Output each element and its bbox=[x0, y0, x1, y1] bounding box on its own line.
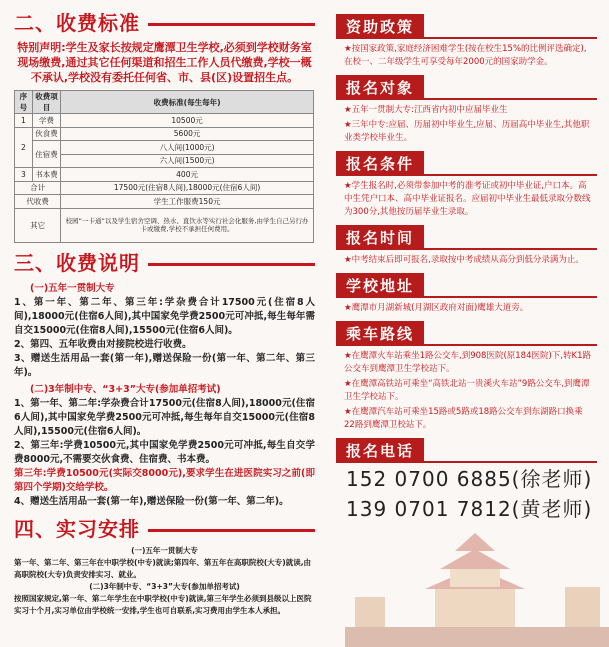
route-text-2: ★在鹰潭高铁站可乘坐“高铁北站一贵溪火车站”9路公交车,到鹰潭卫生学校站下。 bbox=[344, 379, 590, 402]
desc-sub2-p3-highlight: 第三年:学费10500元(实际交8000元),要求学生在进医院实习之前(即第四个学期)交给学校。 bbox=[14, 467, 315, 493]
table-row: 住宿费 八人间(1000元) bbox=[15, 141, 314, 155]
table-row-other: 其它 校园“一卡通”以及学生宿舍空调、热水、直饮水等实行社会化服务,由学生自己另行办卡或缴费,学校不承担任何费用。 bbox=[15, 208, 314, 242]
intern-sub1-p: 第一年、第二年、第三年在中职学校(中专)就读;第四年、第五年在高职院校(大专)就读,由高职院校(大专)负责安排实习、就业。 bbox=[14, 557, 312, 579]
desc-sub1-title: (一)五年一贯制大专 bbox=[30, 282, 115, 294]
addr-badge: 学校地址 bbox=[336, 273, 424, 297]
right-column bbox=[330, 0, 609, 647]
target-text-2: ★三年中专:应届、历届初中毕业生,应届、历届高中毕业生,其他职业类学校毕业生。 bbox=[344, 120, 590, 143]
time-badge: 报名时间 bbox=[336, 225, 424, 249]
fee-table bbox=[14, 90, 314, 243]
intern-sub1-title: (一)五年一贯制大专 bbox=[131, 545, 198, 555]
cond-header bbox=[336, 151, 597, 177]
time-header bbox=[336, 225, 597, 251]
time-text: ★中考结束后即可报名,录取按中考成绩从高分到低分录满为止。 bbox=[344, 255, 584, 265]
header-std: 收费标准(每生每年) bbox=[61, 91, 314, 114]
addr-text: ★鹰潭市月湖新城(月湖区政府对面)鹰雄大道旁。 bbox=[344, 303, 529, 313]
phone-number-1[interactable]: 152 0700 6885(徐老师) bbox=[346, 467, 593, 491]
fees-title: 二、收费标准 bbox=[14, 10, 140, 35]
phone-header bbox=[336, 438, 597, 464]
aid-badge: 资助政策 bbox=[336, 14, 424, 38]
intern-title: 四、实习安排 bbox=[14, 517, 140, 541]
cond-badge: 报名条件 bbox=[336, 151, 424, 175]
desc-sub1-p2: 2、第四、五年收费由对接院校进行收费。 bbox=[14, 338, 192, 350]
route-badge: 乘车路线 bbox=[336, 321, 424, 345]
table-row: 六人间(1500元) bbox=[15, 154, 314, 168]
header-no: 序号 bbox=[15, 91, 33, 114]
phone-number-2[interactable]: 139 0701 7812(黄老师) bbox=[346, 497, 593, 521]
table-row: 1 学费 10500元 bbox=[15, 114, 314, 128]
addr-header bbox=[336, 273, 597, 299]
route-text-1: ★在鹰潭火车站乘坐1路公交车,到908医院(原184医院)下,转K1路公交车到鹰潭卫生学校站下。 bbox=[344, 351, 591, 374]
desc-title: 三、收费说明 bbox=[14, 251, 140, 275]
intern-section-title bbox=[14, 511, 315, 545]
route-header bbox=[336, 321, 597, 347]
target-text-1: ★五年一贯制大专:江西省内初中应届毕业生 bbox=[344, 105, 508, 115]
phone-badge: 报名电话 bbox=[336, 438, 424, 462]
table-row: 3 书本费 400元 bbox=[15, 168, 314, 182]
desc-sub2-p1: 1、第一年、第二年:学杂费合计17500元(住宿8人间),18000元(住宿6人间),其中国家免学费2500元可冲抵,每生每年自交15000元(住宿8人间),15500元(住宿6人间)。 bbox=[14, 397, 315, 437]
desc-sub1-p3: 3、赠送生活用品一套(第一年),赠送保险一份(第一年、第二年、第三年)。 bbox=[14, 352, 315, 378]
table-row-agent: 代收费 学生工作服费150元 bbox=[15, 195, 314, 209]
table-row: 2 伙食费 5600元 bbox=[15, 127, 314, 141]
aid-text: ★按国家政策,家庭经济困难学生(按在校生15%的比例评选确定),在校一、二年级学生可享受每年2000元的国家助学金。 bbox=[344, 44, 587, 67]
route-text-3: ★在鹰潭汽车站可乘坐15路或5路或18路公交车到东湖路口换乘22路到鹰潭卫校站下。 bbox=[344, 407, 583, 430]
fees-section-title bbox=[14, 4, 315, 38]
target-badge: 报名对象 bbox=[336, 75, 424, 99]
desc-sub2-p2: 2、第三年:学费10500元,其中国家免学费2500元可冲抵,每生自交学费8000元,不需要交伙食费、住宿费、书本费。 bbox=[14, 439, 315, 465]
special-notice: 特别声明:学生及家长按规定鹰潭卫生学校,必须到学校财务室现场缴费,通过其它任何渠道和招生工作人员代缴费,学校一概不承认,学校没有委托任何省、市、县(区)设置招生点。 bbox=[17, 41, 312, 84]
header-item: 收费项目 bbox=[32, 91, 60, 114]
desc-sub1-p1: 1、第一年、第二年、第三年:学杂费合计17500元(住宿8人间),18000元(住宿6人间),其中国家免学费2500元可冲抵,每生每年需自交15000元(住宿8人间),15500元(住宿6人间)。 bbox=[14, 296, 315, 336]
table-row-total: 合计 17500元(住宿8人间),18000元(住宿6人间) bbox=[15, 181, 314, 195]
intern-sub2-title: (二)3年制中专、“3+3”大专(参加单招考试) bbox=[89, 581, 240, 591]
desc-section-title bbox=[14, 245, 315, 279]
desc-sub2-title: (二)3年制中专、“3+3”大专(参加单招考试) bbox=[30, 383, 221, 395]
cond-text: ★学生报名时,必须带参加中考的准考证或初中毕业证,户口本。高中生凭户口本、高中毕业证报名。应届初中毕业生最低录取分数线为300分,其他按历届毕业生录取。 bbox=[344, 181, 591, 217]
target-header bbox=[336, 75, 597, 101]
desc-sub2-p4: 4、赠送生活用品一套(第一年),赠送保险一份(第一年、第二年)。 bbox=[14, 495, 289, 507]
aid-header bbox=[336, 14, 597, 40]
intern-sub2-p: 按照国家规定,第一年、第二年学生在中职学校(中专)就读,第三年学生必须到县级以上医院实习十个月,实习单位由学校统一安排,学生也可自联系,实习费用由学生本人承担。 bbox=[14, 593, 312, 615]
